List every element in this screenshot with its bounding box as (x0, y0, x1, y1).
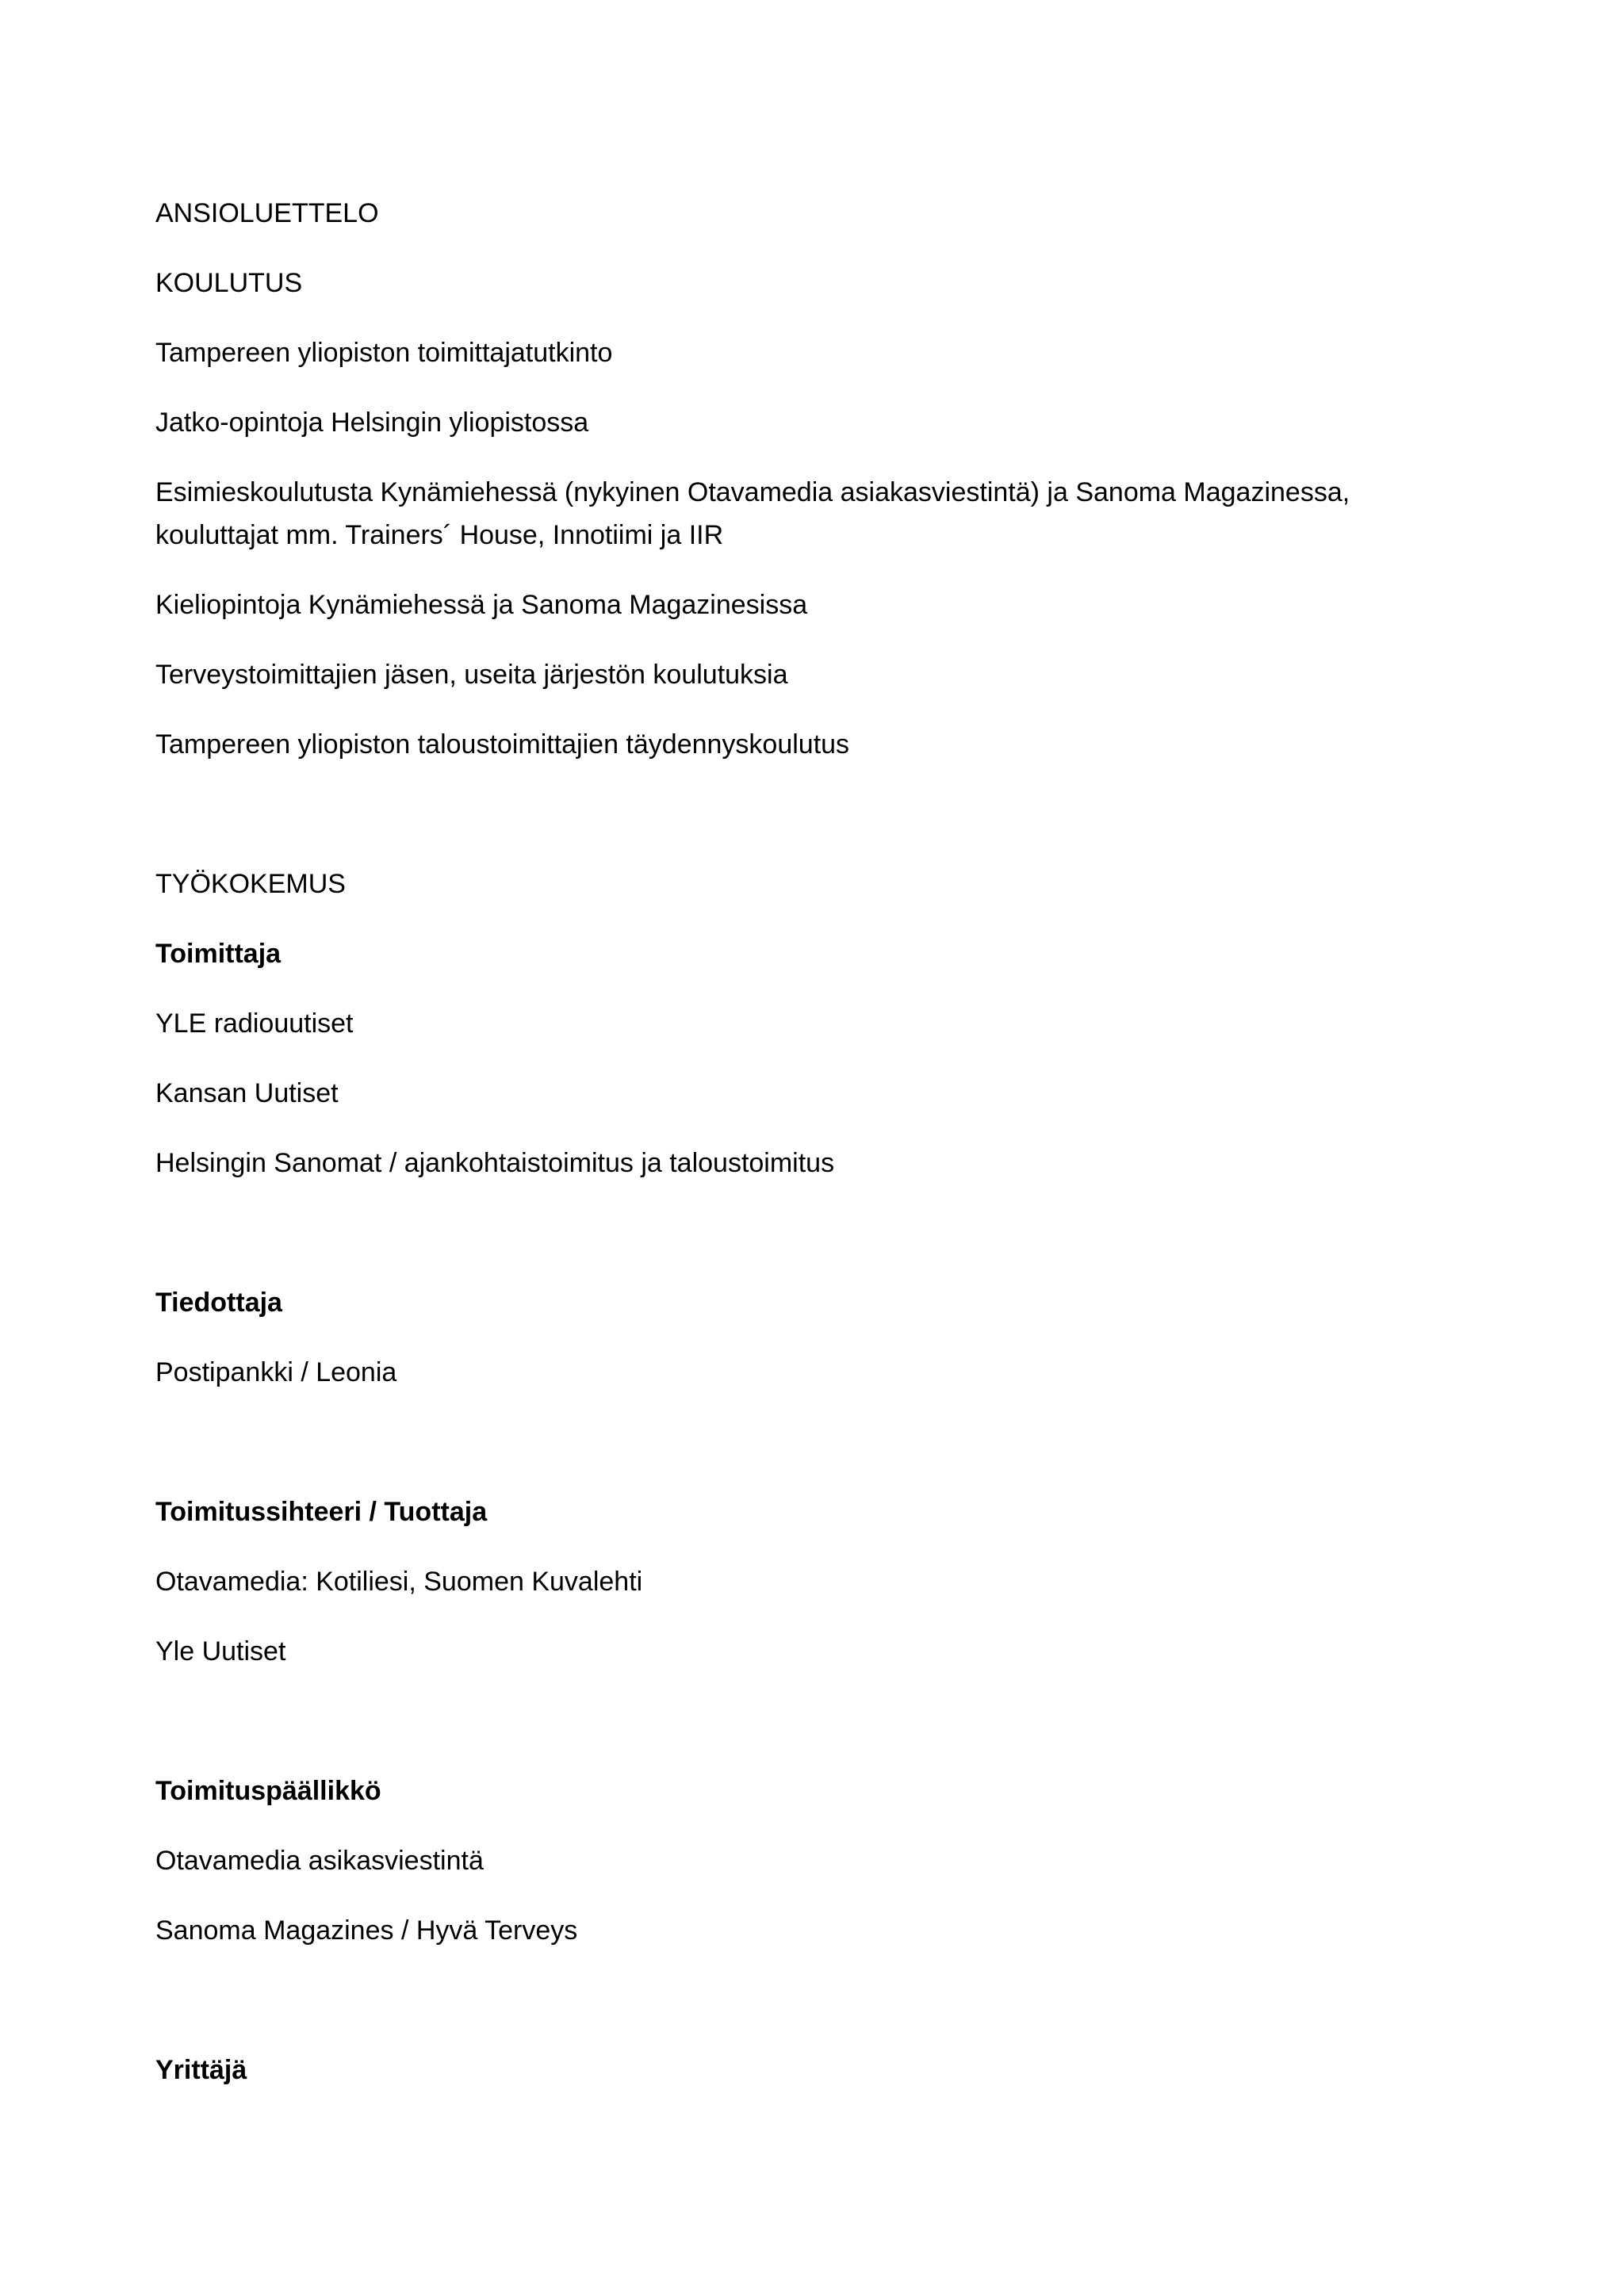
document-page (155, 0, 1519, 2296)
role-title: Tiedottaja (155, 1288, 282, 1318)
work-item: Kansan Uutiset (155, 1078, 339, 1108)
education-item: Esimieskoulutusta Kynämiehessä (nykyinen Otavamedia asiakasviestintä) ja Sanoma Magazinessa, (155, 477, 1350, 507)
role-title: Toimitussihteeri / Tuottaja (155, 1497, 488, 1527)
education-heading: KOULUTUS (155, 268, 303, 298)
work-item: Yle Uutiset (155, 1636, 286, 1667)
education-item: Jatko-opintoja Helsingin yliopistossa (155, 408, 589, 438)
work-item: Helsingin Sanomat / ajankohtaistoimitus ja taloustoimitus (155, 1148, 835, 1178)
role-title: Yrittäjä (155, 2055, 247, 2085)
role-title: Toimittaja (155, 939, 282, 969)
education-item: Terveystoimittajien jäsen, useita järjestön koulutuksia (155, 660, 788, 690)
work-item: YLE radiouutiset (155, 1008, 354, 1039)
role-title: Toimituspäällikkö (155, 1776, 381, 1806)
work-heading: TYÖKOKEMUS (155, 869, 346, 899)
work-item: Sanoma Magazines / Hyvä Terveys (155, 1915, 578, 1946)
education-item: Kieliopintoja Kynämiehessä ja Sanoma Magazinesissa (155, 590, 808, 620)
education-item: Tampereen yliopiston toimittajatutkinto (155, 338, 613, 368)
education-item-continuation: kouluttajat mm. Trainers´ House, Innotiimi ja IIR (155, 520, 724, 550)
education-item: Tampereen yliopiston taloustoimittajien täydennyskoulutus (155, 729, 850, 760)
work-item: Postipankki / Leonia (155, 1357, 397, 1387)
work-item: Otavamedia: Kotiliesi, Suomen Kuvalehti (155, 1567, 643, 1597)
work-item: Otavamedia asikasviestintä (155, 1846, 484, 1876)
document-title: ANSIOLUETTELO (155, 198, 379, 228)
